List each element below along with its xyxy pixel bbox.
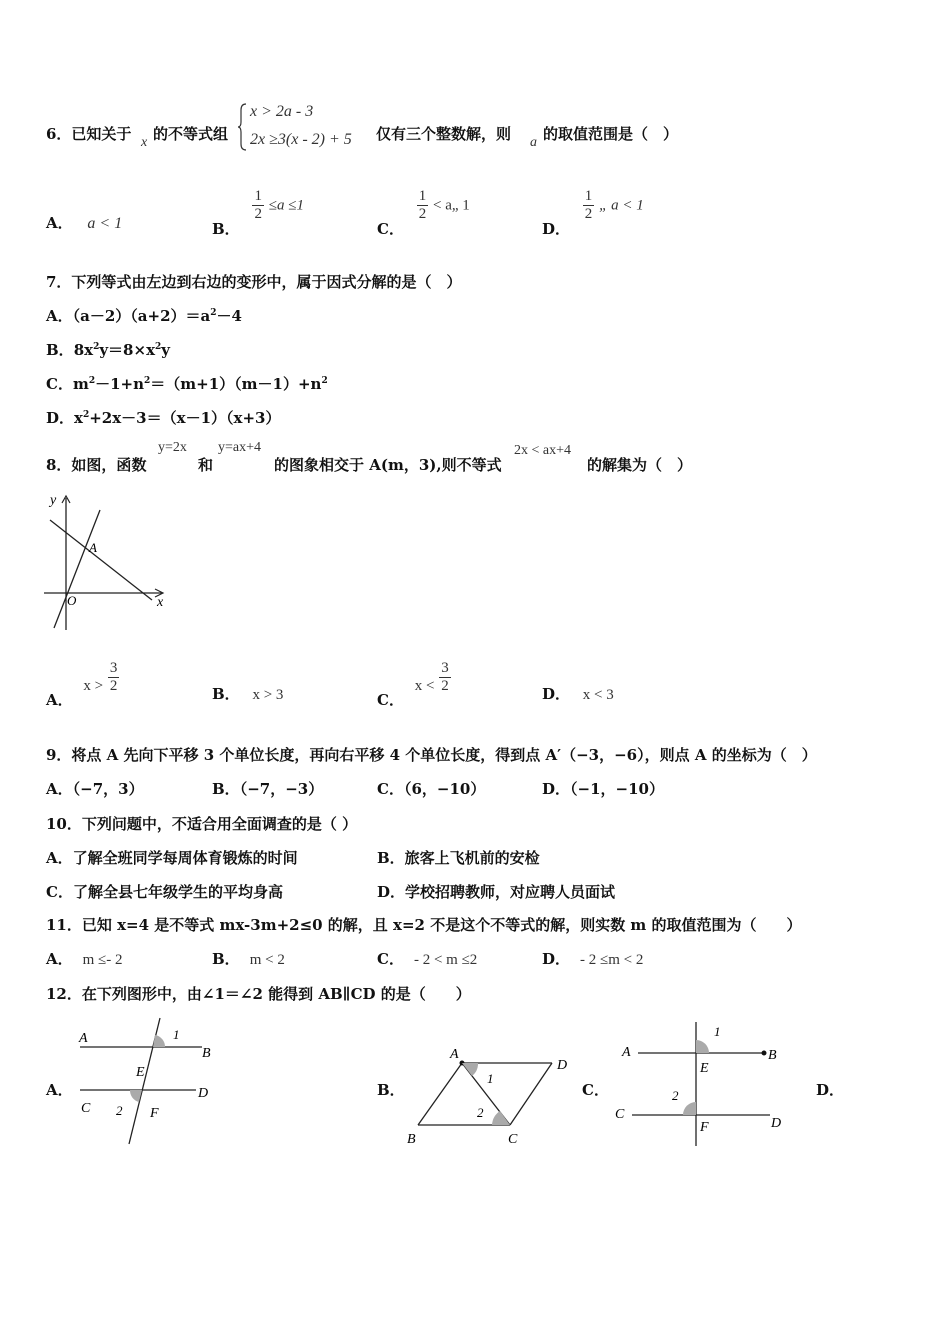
- q10-option-d[interactable]: D．学校招聘教师，对应聘人员面试: [377, 883, 616, 901]
- option-label: B．: [212, 950, 240, 968]
- q12-figure-a: [74, 1014, 224, 1149]
- denominator: 2: [418, 206, 427, 222]
- option-label: B．: [212, 780, 240, 798]
- segment-dc: [510, 1063, 552, 1125]
- q6-d-fraction: [583, 188, 595, 223]
- label-a: A: [622, 1045, 631, 1060]
- numerator: 1: [254, 188, 262, 204]
- q6-option-c[interactable]: [377, 188, 470, 238]
- label-f: F: [150, 1106, 159, 1121]
- q6-system-line1: x > 2a - 3: [250, 103, 314, 120]
- label-d: D: [771, 1116, 782, 1131]
- q6-b-fraction: [252, 188, 264, 223]
- q6-option-d[interactable]: [542, 188, 644, 238]
- q9-stem: 9．将点 A 先向下平移 3 个单位长度，再向右平移 4 个单位长度，得到点 A′（−3，−6），则点 A 的坐标为（ ）: [46, 746, 817, 764]
- q8-graph: [40, 490, 180, 635]
- q6-d-rest: „ a < 1: [599, 197, 644, 214]
- q9-option-c[interactable]: [377, 778, 485, 799]
- q12-option-d-label[interactable]: D．: [816, 1081, 845, 1099]
- q8-b-math: x > 3: [252, 687, 284, 703]
- q12-figure-c: [610, 1020, 790, 1150]
- q7-d-text: x: [74, 409, 83, 427]
- label-d: D: [557, 1058, 568, 1073]
- q8-and: 和: [198, 456, 214, 474]
- q6-c-fraction: [417, 188, 429, 223]
- q8-function-2: y=ax+4: [218, 440, 262, 455]
- q7-option-a[interactable]: [46, 305, 242, 326]
- q8-inequality: 2x < ax+4: [514, 443, 572, 458]
- q8-a-text: x >: [83, 677, 104, 694]
- option-label: C．: [377, 780, 404, 798]
- label-e: E: [136, 1065, 145, 1080]
- option-label: D．: [542, 685, 571, 703]
- denominator: 2: [109, 678, 118, 694]
- denominator: 2: [254, 206, 262, 222]
- q9-d-text: （−1，−10）: [570, 780, 664, 798]
- q12-option-b-label[interactable]: B．: [377, 1081, 405, 1099]
- q9-option-b[interactable]: [212, 778, 323, 799]
- q8-c-text: x <: [414, 677, 435, 694]
- q8-d-math: x < 3: [582, 687, 614, 703]
- q11-option-c[interactable]: [377, 948, 477, 969]
- q6-system-line2: 2x ≥3(x - 2) + 5: [250, 131, 352, 148]
- q11-d-math: - 2 ≤m < 2: [580, 952, 644, 968]
- option-label: B．: [46, 341, 74, 359]
- q7-a-text: （a－2）（a+2）＝a: [72, 307, 211, 325]
- segment-ab: [418, 1063, 462, 1125]
- q7-c-text: m: [72, 375, 89, 393]
- option-label: C．: [46, 375, 73, 393]
- q6-mid: 的不等式组: [153, 125, 229, 143]
- q7-c-text-mid2: ＝（m+1）（m－1）+n: [150, 375, 322, 393]
- angle-2-marker: [683, 1102, 696, 1115]
- exponent: 2: [144, 376, 151, 386]
- option-label: D．: [542, 780, 571, 798]
- q6-suffix: 的取值范围是（ ）: [543, 125, 679, 143]
- q11-stem: 11．已知 x=4 是不等式 mx-3m+2≤0 的解，且 x=2 不是这个不等式的解，则实数 m 的取值范围为（ ）: [46, 916, 802, 934]
- angle-1-marker: [153, 1035, 165, 1047]
- angle-1-label: 1: [173, 1027, 180, 1042]
- line-y-ax-plus-4: [50, 520, 152, 600]
- y-label: y: [50, 493, 57, 508]
- label-c: C: [81, 1101, 91, 1116]
- q9-option-d[interactable]: [542, 778, 664, 799]
- q10-option-c[interactable]: C．了解全县七年级学生的平均身高: [46, 883, 283, 901]
- q6-var-a: a: [530, 135, 537, 150]
- label-a: A: [79, 1031, 88, 1046]
- q6-prefix: 6．已知关于: [46, 125, 132, 143]
- numerator: 1: [584, 188, 593, 204]
- line-y-2x: [54, 510, 100, 628]
- x-label: x: [157, 595, 164, 610]
- denominator: 2: [584, 206, 593, 222]
- q8-option-b[interactable]: [212, 683, 283, 704]
- exponent: 2: [321, 376, 328, 386]
- option-label: D．: [46, 409, 75, 427]
- q10-option-b[interactable]: B．旅客上飞机前的安检: [377, 849, 540, 867]
- option-label: A．: [46, 214, 73, 232]
- q10-option-a[interactable]: A．了解全班同学每周体育锻炼的时间: [46, 849, 298, 867]
- q11-option-a[interactable]: [46, 948, 123, 969]
- q7-b-text-mid: y＝8×x: [99, 341, 156, 359]
- q8-mid: 的图象相交于 A(m，3),则不等式: [274, 456, 502, 474]
- label-a: A: [450, 1047, 459, 1062]
- option-label: A．: [46, 690, 73, 709]
- q6-brace: [238, 102, 248, 152]
- q7-c-text-mid: －1+n: [95, 375, 145, 393]
- q7-option-d[interactable]: [46, 407, 280, 428]
- q6-a-math: a < 1: [87, 215, 123, 232]
- option-label: A．: [46, 950, 73, 968]
- q6-stem: [46, 123, 131, 144]
- q7-option-b[interactable]: [46, 339, 170, 360]
- q8-option-d[interactable]: [542, 683, 614, 704]
- angle-2-label: 2: [477, 1105, 484, 1120]
- label-b: B: [202, 1046, 211, 1061]
- q10-stem: 10．下列问题中，不适合用全面调查的是（ ）: [46, 815, 358, 833]
- option-label: B．: [212, 685, 240, 703]
- angle-1-label: 1: [714, 1024, 721, 1039]
- denominator: 2: [441, 678, 449, 694]
- angle-2-label: 2: [116, 1103, 123, 1118]
- exponent: 2: [155, 342, 162, 352]
- exponent: 2: [93, 342, 100, 352]
- angle-1-label: 1: [487, 1071, 494, 1086]
- label-b: B: [407, 1132, 416, 1147]
- label-b: B: [768, 1048, 777, 1063]
- exponent: 2: [210, 308, 217, 318]
- q11-option-b[interactable]: [212, 948, 285, 969]
- q8-prefix: 8．如图，函数: [46, 456, 147, 474]
- exponent: 2: [82, 410, 90, 420]
- q7-stem: 7．下列等式由左边到右边的变形中，属于因式分解的是（ ）: [46, 273, 462, 291]
- q6-option-b[interactable]: [212, 188, 304, 238]
- point-b: [762, 1051, 767, 1056]
- option-label: D．: [542, 950, 571, 968]
- label-c: C: [508, 1132, 518, 1147]
- q9-c-text: （6，−10）: [403, 780, 486, 798]
- q6-c-rest: < a„ 1: [433, 197, 470, 214]
- angle-2-label: 2: [672, 1088, 679, 1103]
- option-label: C．: [377, 219, 404, 238]
- option-label: A．: [46, 307, 73, 325]
- option-label: C．: [377, 950, 404, 968]
- q6-option-a[interactable]: [46, 212, 122, 233]
- option-label: C．: [377, 690, 404, 709]
- q7-a-text-end: －4: [216, 307, 242, 325]
- q8-c-fraction: [439, 660, 451, 695]
- q7-b-text-end: y: [161, 341, 170, 359]
- q6-mid2: 仅有三个整数解，则: [376, 125, 512, 143]
- option-label: D．: [542, 219, 571, 238]
- q9-a-text: （−7，3）: [72, 780, 144, 798]
- q7-b-text: 8x: [73, 341, 94, 359]
- q12-option-c-label[interactable]: C．: [582, 1081, 609, 1099]
- label-e: E: [700, 1061, 709, 1076]
- q11-b-math: m < 2: [249, 952, 285, 968]
- q11-option-d[interactable]: [542, 948, 643, 969]
- q12-figure-b: [402, 1040, 582, 1150]
- q9-b-text: （−7，−3）: [239, 780, 324, 798]
- numerator: 3: [441, 660, 449, 676]
- q11-c-math: - 2 < m ≤2: [413, 952, 478, 968]
- q8-option-a[interactable]: [46, 660, 119, 709]
- q9-option-a[interactable]: [46, 778, 144, 799]
- q7-option-c[interactable]: [46, 373, 328, 394]
- angle-2-marker: [492, 1111, 510, 1125]
- q12-option-a-label[interactable]: A．: [46, 1081, 73, 1099]
- q8-function-1: y=2x: [158, 440, 187, 455]
- label-c: C: [615, 1107, 625, 1122]
- q7-d-text-end: +2x－3＝（x－1）（x+3）: [89, 409, 281, 427]
- option-label: A．: [46, 780, 73, 798]
- q6-b-rest: ≤a ≤1: [268, 197, 304, 214]
- option-label: B．: [212, 219, 240, 238]
- numerator: 3: [109, 660, 118, 676]
- label-d: D: [198, 1086, 209, 1101]
- q8-suffix: 的解集为（ ）: [587, 456, 693, 474]
- angle-1-marker: [696, 1040, 709, 1053]
- numerator: 1: [418, 188, 427, 204]
- q12-stem: 12．在下列图形中，由∠1＝∠2 能得到 AB∥CD 的是（ ）: [46, 985, 471, 1003]
- q8-a-fraction: [108, 660, 120, 695]
- label-f: F: [700, 1120, 709, 1135]
- point-a-label: A: [89, 540, 97, 555]
- exponent: 2: [88, 376, 96, 386]
- q11-a-math: m ≤- 2: [82, 952, 123, 968]
- q8-option-c[interactable]: [377, 660, 451, 709]
- q6-var-x: x: [141, 135, 148, 150]
- origin-label: O: [67, 593, 77, 608]
